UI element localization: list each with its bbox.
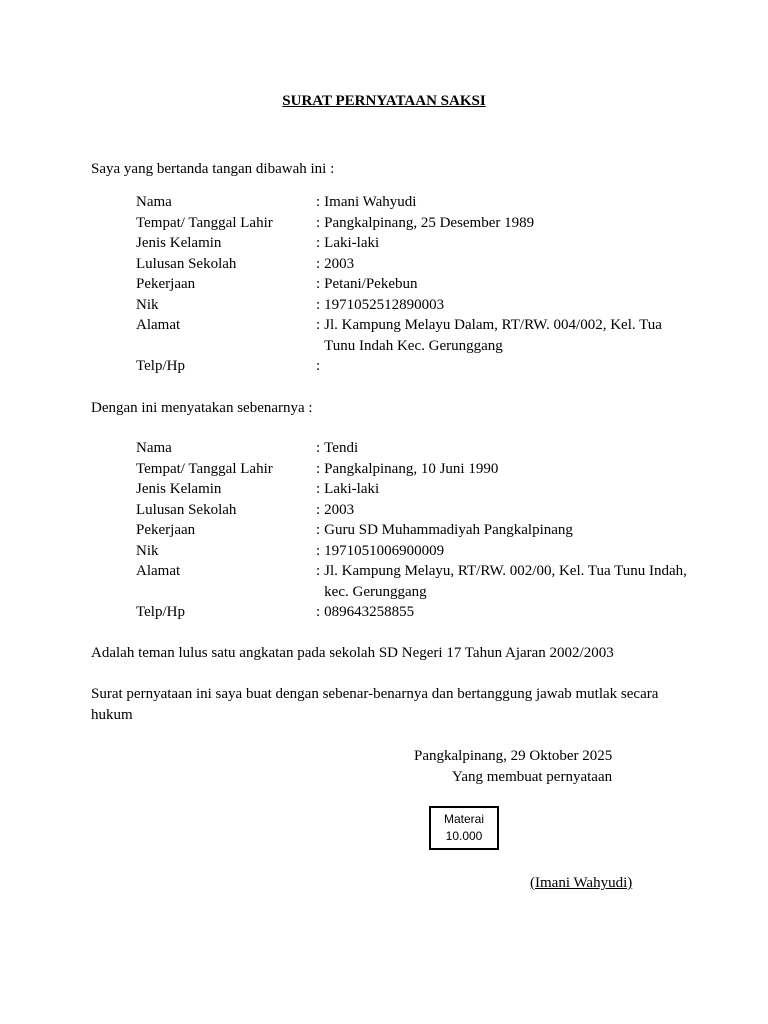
signature-place-date: Pangkalpinang, 29 Oktober 2025 (414, 748, 613, 764)
field-value: Pangkalpinang, 10 Juni 1990 (324, 460, 499, 477)
subject-row-address: Alamat : Jl. Kampung Melayu, RT/RW. 002/00, Kel. Tua Tunu Indah, kec. Gerunggang (136, 561, 696, 602)
field-label: Alamat (136, 317, 181, 333)
subject-row-job: Pekerjaan : Guru SD Muhammadiyah Pangkalpinang (136, 520, 696, 541)
field-label: Pekerjaan (136, 522, 196, 538)
witness-row-job: Pekerjaan : Petani/Pekebun (136, 274, 696, 295)
statement-intro: Dengan ini menyatakan sebenarnya : (91, 400, 313, 416)
subject-row-school: Lulusan Sekolah : 2003 (136, 500, 696, 521)
field-label: Telp/Hp (136, 604, 185, 620)
document-title: SURAT PERNYATAAN SAKSI (282, 93, 486, 109)
field-label: Nik (136, 542, 159, 559)
subject-row-ttl: Tempat/ Tanggal Lahir : Pangkalpinang, 10 Juni 1990 (136, 459, 696, 480)
field-value: Tendi (324, 440, 359, 456)
field-value: Jl. Kampung Melayu Dalam, RT/RW. 004/002, Kel. Tua Tunu Indah Kec. Gerunggang (324, 317, 662, 354)
witness-row-ttl: Tempat/ Tanggal Lahir : Pangkalpinang, 25 Desember 1989 (136, 213, 696, 234)
subject-row-nik: Nik : 1971051006900009 (136, 541, 696, 562)
field-value: Jl. Kampung Melayu, RT/RW. 002/00, Kel. Tua Tunu Indah, kec. Gerunggang (324, 563, 687, 600)
field-label: Jenis Kelamin (136, 481, 222, 497)
statement-text: Adalah teman lulus satu angkatan pada sekolah SD Negeri 17 Tahun Ajaran 2002/2003 (91, 645, 614, 661)
field-value: Laki-laki (324, 235, 380, 251)
witness-row-address: Alamat : Jl. Kampung Melayu Dalam, RT/RW. 004/002, Kel. Tua Tunu Indah Kec. Gerunggang (136, 315, 696, 356)
field-label: Alamat (136, 563, 181, 579)
stamp-label: Materai (443, 812, 484, 826)
subject-row-phone: Telp/Hp : 089643258855 (136, 602, 696, 623)
field-value: Imani Wahyudi (324, 194, 417, 210)
witness-row-gender: Jenis Kelamin : Laki-laki (136, 233, 696, 254)
field-label: Tempat/ Tanggal Lahir (136, 460, 273, 477)
field-value: Laki-laki (324, 481, 380, 497)
field-label: Jenis Kelamin (136, 235, 222, 251)
witness-row-phone: Telp/Hp : (136, 356, 696, 377)
field-label: Pekerjaan (136, 276, 196, 292)
field-value: 2003 (324, 501, 355, 518)
witness-row-nama: Nama : Imani Wahyudi (136, 192, 696, 213)
field-label: Lulusan Sekolah (136, 501, 237, 518)
signer-name: (Imani Wahyudi) (530, 875, 633, 891)
field-value: Petani/Pekebun (324, 276, 418, 292)
field-value: 1971052512890003 (324, 296, 445, 313)
field-value: 1971051006900009 (324, 542, 445, 559)
witness-row-school: Lulusan Sekolah : 2003 (136, 254, 696, 275)
field-label: Nama (136, 440, 172, 456)
field-label: Telp/Hp (136, 358, 185, 374)
field-value: 089643258855 (324, 604, 415, 620)
field-value: Guru SD Muhammadiyah Pangkalpinang (324, 522, 573, 538)
signature-maker-label: Yang membuat pernyataan (452, 769, 613, 785)
field-value: 2003 (324, 255, 355, 272)
subject-table (136, 438, 696, 623)
subject-row-gender: Jenis Kelamin : Laki-laki (136, 479, 696, 500)
closing-text: Surat pernyataan ini saya buat dengan sebenar-benarnya dan bertanggung jawab mutlak secara hukum (91, 686, 659, 723)
field-value: Pangkalpinang, 25 Desember 1989 (324, 214, 535, 231)
field-label: Tempat/ Tanggal Lahir (136, 214, 273, 231)
subject-row-nama: Nama : Tendi (136, 438, 696, 459)
witness-row-nik: Nik : 1971052512890003 (136, 295, 696, 316)
field-label: Nama (136, 194, 172, 210)
field-label: Nik (136, 296, 159, 313)
witness-table (136, 192, 696, 377)
materai-stamp-box (429, 806, 499, 850)
stamp-value: 10.000 (445, 829, 483, 843)
intro-text: Saya yang bertanda tangan dibawah ini : (91, 161, 335, 177)
field-label: Lulusan Sekolah (136, 255, 237, 272)
field-value (320, 356, 696, 377)
